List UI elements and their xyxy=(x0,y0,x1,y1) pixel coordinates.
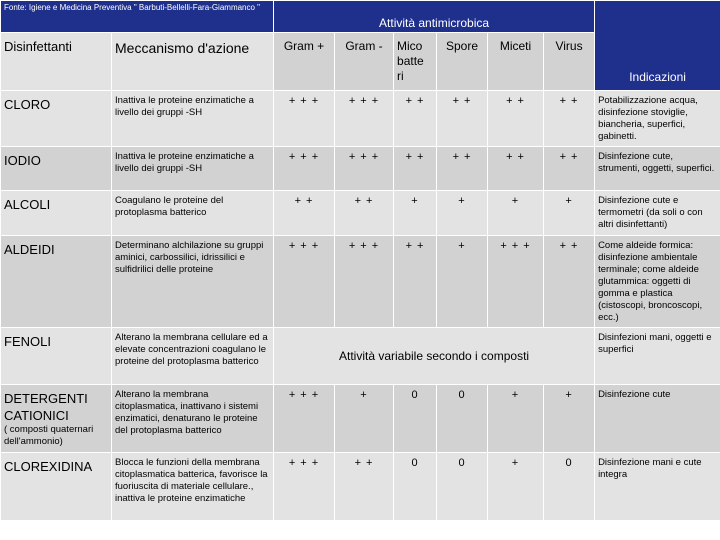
activity-gram-positive: + + + xyxy=(274,385,335,453)
title-row xyxy=(1,1,720,33)
agent-name: CLOREXIDINA xyxy=(1,453,112,521)
activity-gram-positive: + + xyxy=(274,191,335,236)
activity-gram-positive: + + + xyxy=(274,147,335,191)
table-row xyxy=(1,236,720,328)
activity-mycobacteria: 0 xyxy=(394,453,437,521)
mechanism-text: Coagulano le proteine del protoplasma batterico xyxy=(112,191,274,236)
indications-text: Disinfezione cute e termometri (da soli o con altri disinfettanti) xyxy=(595,191,720,236)
agent-name: ALCOLI xyxy=(1,191,112,236)
activity-gram-negative: + + + xyxy=(335,91,394,147)
activity-spores: + + xyxy=(437,147,488,191)
table-row xyxy=(1,91,720,147)
activity-virus: 0 xyxy=(544,453,595,521)
activity-fungi: + xyxy=(488,191,544,236)
mechanism-text: Alterano la membrana cellulare ed a elevate concentrazioni coagulano le proteine del protoplasma batterico xyxy=(112,328,274,385)
activity-gram-positive: + + + xyxy=(274,453,335,521)
activity-virus: + xyxy=(544,385,595,453)
activity-virus: + + xyxy=(544,91,595,147)
indications-text: Disinfezione cute, strumenti, oggetti, superfici. xyxy=(595,147,720,191)
activity-fungi: + + xyxy=(488,91,544,147)
col-header-agent: Disinfettanti xyxy=(1,33,112,91)
source-citation: Fonte: Igiene e Medicina Preventiva " Barbuti-Bellelli-Fara-Giammanco " xyxy=(1,1,274,33)
agent-note: ( composti quaternari dell'ammonio) xyxy=(4,424,94,447)
col-header-mechanism: Meccanismo d'azione xyxy=(112,33,274,91)
indications-text: Disinfezione cute xyxy=(595,385,720,453)
activity-gram-positive: + + + xyxy=(274,91,335,147)
agent-name: CLORO xyxy=(1,91,112,147)
activity-header: Attività antimicrobica xyxy=(274,1,595,33)
activity-mycobacteria: 0 xyxy=(394,385,437,453)
mechanism-text: Inattiva le proteine enzimatiche a livello dei gruppi -SH xyxy=(112,91,274,147)
activity-spores: + xyxy=(437,236,488,328)
agent-name: DETERGENTI CATIONICI xyxy=(4,391,88,423)
variable-activity-note: Attività variabile secondo i composti xyxy=(274,328,595,385)
agent-name: ALDEIDI xyxy=(1,236,112,328)
activity-gram-negative: + + + xyxy=(335,147,394,191)
mechanism-text: Alterano la membrana citoplasmatica, inattivano i sistemi enzimatici, denaturano le proteine del protoplasma batterico xyxy=(112,385,274,453)
col-header-spores: Spore xyxy=(437,33,488,91)
activity-gram-negative: + + xyxy=(335,191,394,236)
indications-text: Come aldeide formica: disinfezione ambientale terminale; come aldeide glutammica: oggetti di gomma e plastica (cistoscopi, broncoscopi, ecc.) xyxy=(595,236,720,328)
agent-name: IODIO xyxy=(1,147,112,191)
activity-virus: + + xyxy=(544,236,595,328)
activity-gram-negative: + + xyxy=(335,453,394,521)
activity-spores: 0 xyxy=(437,453,488,521)
table-row xyxy=(1,328,720,385)
activity-virus: + xyxy=(544,191,595,236)
activity-mycobacteria: + xyxy=(394,191,437,236)
agent-name: FENOLI xyxy=(1,328,112,385)
activity-mycobacteria: + + xyxy=(394,147,437,191)
indications-text: Disinfezione mani e cute integra xyxy=(595,453,720,521)
indications-text: Disinfezioni mani, oggetti e superfici xyxy=(595,328,720,385)
activity-fungi: + + xyxy=(488,147,544,191)
activity-fungi: + xyxy=(488,385,544,453)
activity-mycobacteria: + + xyxy=(394,236,437,328)
activity-virus: + + xyxy=(544,147,595,191)
mechanism-text: Blocca le funzioni della membrana citoplasmatica batterica, favorisce la fuoriuscita di materiale cellulare., inattiva le proteine enzimatiche xyxy=(112,453,274,521)
activity-gram-negative: + xyxy=(335,385,394,453)
table-row xyxy=(1,191,720,236)
indications-header: Indicazioni xyxy=(595,1,720,91)
activity-fungi: + xyxy=(488,453,544,521)
col-header-fungi: Miceti xyxy=(488,33,544,91)
col-header-virus: Virus xyxy=(544,33,595,91)
activity-spores: + + xyxy=(437,91,488,147)
table-row xyxy=(1,385,720,453)
indications-text: Potabilizzazione acqua, disinfezione stoviglie, biancheria, superfici, gabinetti. xyxy=(595,91,720,147)
activity-gram-negative: + + + xyxy=(335,236,394,328)
mechanism-text: Inattiva le proteine enzimatiche a livello dei gruppi -SH xyxy=(112,147,274,191)
table-row xyxy=(1,147,720,191)
col-header-mycobacteria: Mico batte ri xyxy=(394,33,437,91)
agent-cell xyxy=(1,385,112,453)
activity-spores: + xyxy=(437,191,488,236)
col-header-gram-negative: Gram - xyxy=(335,33,394,91)
activity-mycobacteria: + + xyxy=(394,91,437,147)
activity-spores: 0 xyxy=(437,385,488,453)
activity-gram-positive: + + + xyxy=(274,236,335,328)
activity-fungi: + + + xyxy=(488,236,544,328)
mechanism-text: Determinano alchilazione su gruppi aminici, carbossilici, idrissilici e sulfidrilici delle proteine xyxy=(112,236,274,328)
table-row xyxy=(1,453,720,521)
col-header-gram-positive: Gram + xyxy=(274,33,335,91)
